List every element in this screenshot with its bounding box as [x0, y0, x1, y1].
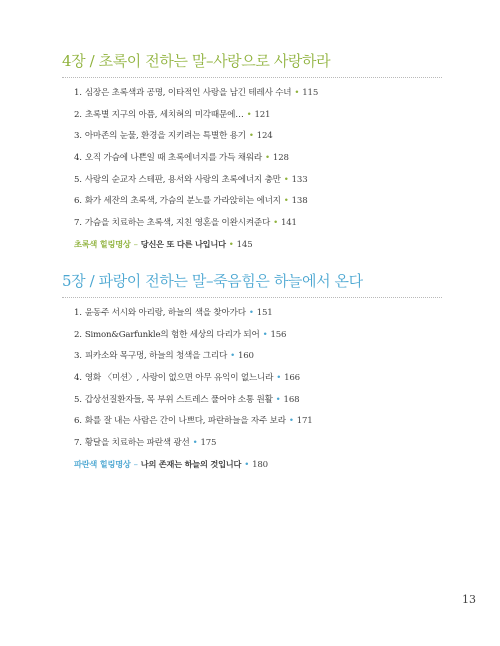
entry-number: 1.: [74, 308, 82, 318]
entry-page: 133: [291, 174, 308, 185]
dot-separator-icon: •: [283, 196, 289, 207]
healing-subtitle: 나의 존재는 하늘의 것입니다: [140, 458, 242, 469]
dot-separator-icon: •: [288, 416, 294, 427]
chapter-5-divider: [62, 297, 442, 298]
page-number: 13: [462, 593, 476, 606]
entry-number: 4.: [74, 373, 82, 384]
dot-separator-icon: •: [265, 153, 270, 164]
toc-entry[interactable]: [74, 329, 462, 351]
chapter-5-list: [62, 307, 462, 459]
entry-number: 5.: [74, 394, 82, 405]
toc-entry[interactable]: [74, 415, 462, 437]
entry-number: 6.: [74, 416, 82, 427]
chapter-4-divider: [62, 77, 442, 78]
healing-meditation-entry[interactable]: [62, 238, 462, 254]
entry-title: 갑상선질환자들, 목 부위 스트레스 풀어야 소통 원활: [84, 394, 273, 405]
dot-separator-icon: •: [192, 438, 198, 449]
toc-entry[interactable]: [74, 195, 462, 217]
healing-subtitle: 당신은 또 다른 나입니다: [140, 238, 226, 249]
entry-title: 윤동주 서시와 아리랑, 하늘의 색을 찾아가다: [84, 308, 246, 318]
entry-page: 128: [272, 153, 289, 164]
entry-number: 7.: [74, 438, 82, 449]
healing-label: 초록색 힐링명상: [74, 238, 131, 249]
entry-title: 가슴을 치료하는 초록색, 지친 영혼을 이완시켜준다: [84, 218, 271, 229]
toc-entry[interactable]: [74, 174, 462, 196]
entry-number: 5.: [74, 174, 82, 185]
toc-entry[interactable]: [74, 152, 462, 174]
toc-entry[interactable]: [74, 437, 462, 459]
entry-number: 3.: [74, 351, 82, 362]
chapter-5-section: [62, 272, 462, 474]
entry-number: 2.: [74, 329, 82, 340]
entry-page: 115: [302, 88, 319, 98]
dot-separator-icon: •: [294, 88, 300, 98]
dot-separator-icon: •: [246, 109, 252, 120]
entry-page: 168: [283, 394, 300, 405]
toc-entry[interactable]: [74, 109, 462, 131]
chapter-4-list: [62, 87, 462, 239]
toc-entry[interactable]: [74, 307, 462, 329]
entry-number: 6.: [74, 196, 82, 207]
entry-title: 영화 〈미션〉, 사랑이 없으면 아무 유익이 없느니라: [84, 373, 274, 384]
chapter-4-title: 4장 / 초록이 전하는 말–사랑으로 사랑하라: [62, 52, 331, 70]
dot-separator-icon: •: [273, 218, 279, 229]
entry-title: Simon&Garfunkle의 험한 세상의 다리가 되어: [84, 329, 260, 340]
dot-separator-icon: •: [262, 329, 268, 340]
entry-title: 황달을 치료하는 파란색 광선: [84, 438, 190, 449]
healing-separator: –: [133, 239, 138, 250]
healing-page: 180: [252, 459, 268, 470]
healing-label: 파란색 힐링명상: [74, 458, 131, 469]
entry-number: 7.: [74, 218, 82, 229]
entry-page: 141: [281, 218, 297, 229]
entry-page: 166: [284, 373, 300, 384]
toc-entry[interactable]: [74, 130, 462, 152]
entry-page: 156: [270, 329, 287, 340]
chapter-5-title: 5장 / 파랑이 전하는 말–죽음힘은 하늘에서 온다: [62, 272, 363, 290]
entry-title: 오직 가슴에 나쁜일 때 초록에너지를 가득 채워라: [84, 153, 263, 164]
entry-title: 화를 잘 내는 사람은 간이 나쁘다, 파란하늘을 자주 보라: [84, 416, 286, 427]
entry-page: 121: [254, 109, 271, 120]
entry-number: 2.: [74, 109, 82, 120]
healing-meditation-entry[interactable]: [62, 458, 462, 474]
entry-page: 124: [256, 131, 273, 142]
dot-separator-icon: •: [244, 459, 250, 470]
entry-page: 175: [200, 438, 217, 449]
healing-separator: –: [133, 459, 138, 470]
entry-number: 4.: [74, 153, 82, 164]
chapter-4-section: [62, 52, 462, 254]
dot-separator-icon: •: [230, 351, 235, 362]
dot-separator-icon: •: [248, 131, 254, 142]
toc-entry[interactable]: [74, 87, 462, 109]
dot-separator-icon: •: [228, 239, 234, 250]
entry-title: 피카소와 목구멍, 하늘의 청색을 그리다: [84, 351, 228, 362]
entry-page: 138: [291, 196, 308, 207]
toc-entry[interactable]: [74, 217, 462, 239]
dot-separator-icon: •: [276, 373, 282, 384]
entry-page: 151: [256, 308, 273, 318]
entry-title: 사랑의 순교자 스테판, 용서와 사랑의 초록에너지 충만: [84, 174, 281, 185]
toc-entry[interactable]: [74, 394, 462, 416]
healing-page: 145: [236, 239, 253, 250]
dot-separator-icon: •: [275, 394, 281, 405]
toc-entry[interactable]: [74, 372, 462, 394]
entry-title: 아마존의 눈물, 환경을 지키려는 특별한 용기: [84, 131, 246, 142]
entry-title: 초록별 지구의 아픔, 세치혀의 미각때문에…: [84, 109, 244, 120]
entry-title: 심장은 초록색과 공명, 이타적인 사랑을 남긴 테레사 수녀: [84, 88, 292, 98]
dot-separator-icon: •: [248, 308, 254, 318]
entry-number: 3.: [74, 131, 82, 142]
toc-entry[interactable]: [74, 350, 462, 372]
entry-number: 1.: [74, 88, 82, 98]
dot-separator-icon: •: [283, 174, 289, 185]
entry-page: 160: [237, 351, 254, 362]
entry-page: 171: [296, 416, 313, 427]
entry-title: 화가 세잔의 초록색, 가슴의 분노를 가라앉히는 에너지: [84, 196, 281, 207]
